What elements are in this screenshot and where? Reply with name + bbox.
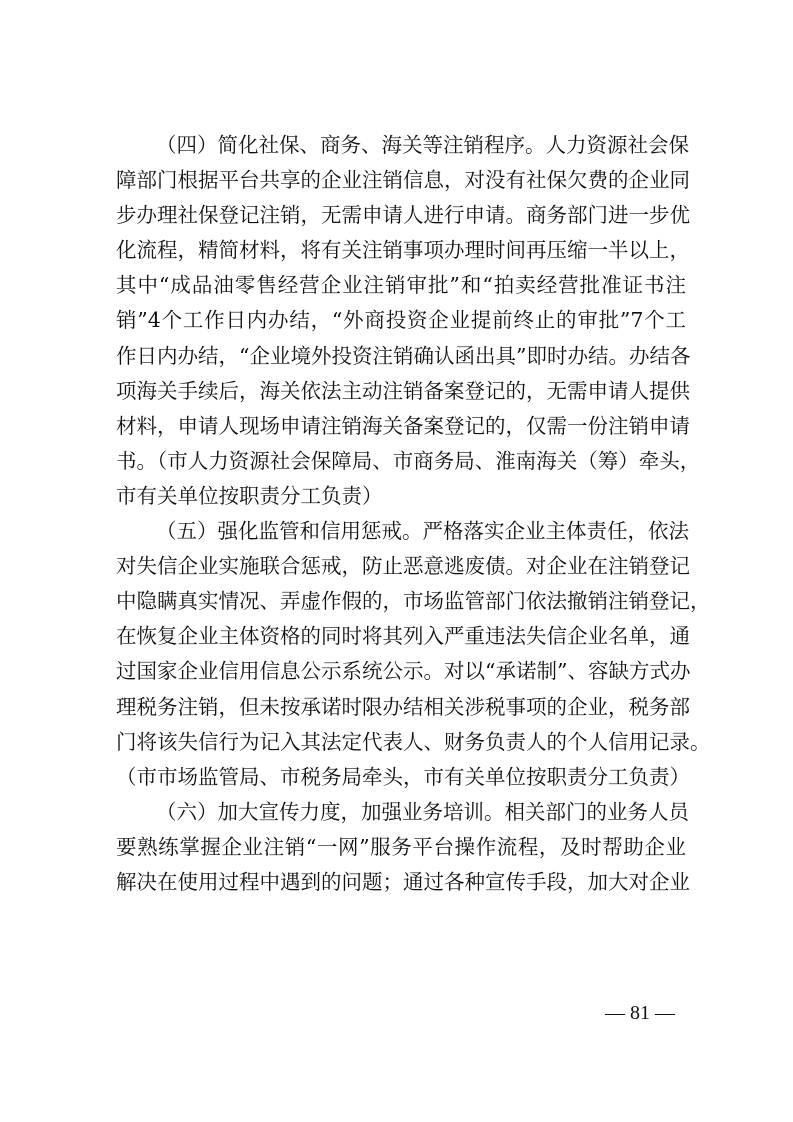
paragraph-line: （四）简化社保、商务、海关等注销程序。人力资源社会保 (156, 133, 689, 157)
paragraph-line: （市市场监管局、市税务局牵头，市有关单位按职责分工负责） (116, 764, 690, 789)
paragraph-line: 理税务注销，但未按承诺时限办结相关涉税事项的企业，税务部 (116, 694, 690, 719)
paragraph-line: 要熟练掌握企业注销“一网”服务平台操作流程，及时帮助企业 (116, 834, 686, 859)
paragraph-line: 障部门根据平台共享的企业注销信息，对没有社保欠费的企业同 (116, 168, 690, 193)
paragraph-line: 门将该失信行为记入其法定代表人、财务负责人的个人信用记录。 (116, 729, 711, 754)
paragraph-line: 中隐瞒真实情况、弄虚作假的，市场监管部门依法撤销注销登记， (116, 589, 711, 614)
paragraph-line: 书。（市人力资源社会保障局、市商务局、淮南海关（筹）牵头， (116, 448, 701, 473)
paragraph-line: 在恢复企业主体资格的同时将其列入严重违法失信企业名单，通 (116, 624, 690, 649)
paragraph-line: 其中“成品油零售经营企业注销审批”和“拍卖经营批准证书注 (116, 273, 686, 298)
paragraph-line: 过国家企业信用信息公示系统公示。对以“承诺制”、容缺方式办 (116, 659, 691, 684)
paragraph-line: 解决在使用过程中遇到的问题；通过各种宣传手段，加大对企业 (116, 869, 690, 894)
paragraph-line: 对失信企业实施联合惩戒，防止恶意逃废债。对企业在注销登记 (116, 554, 690, 579)
paragraph-line: 化流程，精简材料，将有关注销事项办理时间再压缩一半以上， (116, 238, 690, 263)
paragraph-line: 销”4个工作日内办结，“外商投资企业提前终止的审批”7个工 (116, 308, 686, 333)
paragraph-line: （六）加大宣传力度，加强业务培训。相关部门的业务人员 (156, 799, 689, 824)
paragraph-line: 材料，申请人现场申请注销海关备案登记的，仅需一份注销申请 (116, 413, 690, 438)
paragraph-line: 步办理社保登记注销，无需申请人进行申请。商务部门进一步优 (116, 203, 690, 228)
paragraph-line: 市有关单位按职责分工负责） (116, 483, 383, 508)
paragraph-line: （五）强化监管和信用惩戒。严格落实企业主体责任，依法 (156, 519, 689, 544)
body-text (116, 128, 711, 900)
page-number: — 81 — (605, 1002, 675, 1024)
paragraph-line: 作日内办结，“企业境外投资注销确认函出具”即时办结。办结各 (116, 343, 691, 368)
paragraph-line: 项海关手续后，海关依法主动注销备案登记的，无需申请人提供 (116, 378, 690, 403)
